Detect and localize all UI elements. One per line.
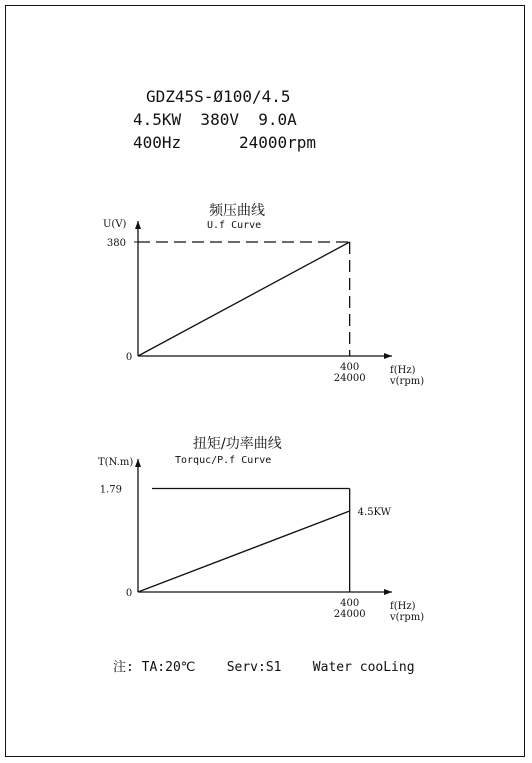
x-tick-secondary-label: 24000 [333, 373, 366, 384]
voltage-line [138, 242, 350, 356]
x-axis-secondary-label: v(rpm) [390, 612, 425, 623]
chart1-subtitle: U.f Curve [207, 220, 262, 231]
y-axis-label: U(V) [103, 219, 127, 230]
x-axis-arrow [384, 589, 392, 595]
x-axis-label: f(Hz) [390, 365, 416, 376]
chart1-title: 频压曲线 [209, 203, 265, 219]
torque-power-chart [0, 450, 532, 635]
model-name: GDZ45S-Ø100/4.5 [146, 87, 291, 106]
uf-curve-chart [0, 205, 532, 405]
y-tick-label: 380 [106, 238, 126, 249]
speed-line: 400Hz 24000rpm [133, 133, 317, 152]
rating-line: 4.5KW 380V 9.0A [133, 110, 297, 129]
chart2-title: 扭矩/功率曲线 [193, 436, 282, 452]
x-axis-label: f(Hz) [390, 601, 416, 612]
chart2-subtitle: Torquc/P.f Curve [175, 455, 272, 466]
y-axis-label: T(N.m) [98, 457, 134, 468]
x-axis-secondary-label: v(rpm) [390, 376, 425, 387]
y-tick-label: 0 [125, 352, 133, 363]
y-axis-arrow [135, 459, 141, 467]
power-line-label: 4.5KW [357, 507, 391, 519]
y-axis-arrow [135, 221, 141, 229]
operating-note: 注: TA:20℃ Serv:S1 Water cooLing [113, 660, 415, 675]
x-tick-label: 400 [340, 362, 360, 373]
y-tick-label: 1.79 [99, 484, 122, 496]
x-axis-arrow [384, 353, 392, 359]
power-line [138, 511, 350, 592]
x-tick-secondary-label: 24000 [333, 609, 366, 620]
y-tick-label: 0 [125, 588, 133, 599]
x-tick-label: 400 [340, 598, 360, 609]
